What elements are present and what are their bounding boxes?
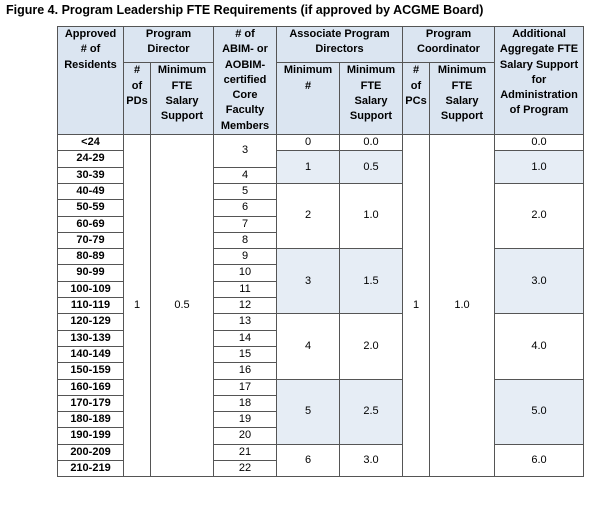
core-faculty-cell: 11 [214,281,277,297]
header-pd-count [124,63,151,135]
core-faculty-cell: 13 [214,314,277,330]
residents-cell: 200-209 [58,444,124,460]
header-line: # [133,64,141,77]
core-faculty-cell: 12 [214,298,277,314]
header-line: of [131,79,143,92]
apd-fte-cell: 1.5 [340,249,403,314]
header-line: Program [145,28,192,40]
header-line: Support [160,110,204,123]
header-line: Salary Support [499,58,579,71]
residents-cell: 80-89 [58,249,124,265]
core-faculty-cell: 8 [214,232,277,248]
header-line: Minimum [157,64,207,77]
header-line: Minimum [346,64,396,77]
apd-fte-cell: 0.0 [340,135,403,151]
apd-minimum-cell: 5 [277,379,340,444]
residents-cell: 100-109 [58,281,124,297]
table-row [58,135,584,151]
leadership-fte-table [57,26,584,477]
pc-fte-cell: 1.0 [430,135,495,477]
header-line: of [410,79,422,92]
apd-fte-cell: 2.0 [340,314,403,379]
header-line: certified [223,73,267,86]
header-line: # [412,64,420,77]
header-line: Support [349,110,393,123]
residents-cell: 130-139 [58,330,124,346]
additional-fte-cell: 1.0 [495,151,584,184]
core-faculty-cell: 19 [214,412,277,428]
header-approved-residents [58,27,124,135]
header-line: Salary [354,95,388,107]
apd-fte-cell: 3.0 [340,444,403,477]
additional-fte-cell: 5.0 [495,379,584,444]
apd-minimum-cell: 1 [277,151,340,184]
core-faculty-cell: 18 [214,395,277,411]
residents-cell: 160-169 [58,379,124,395]
header-program-director [124,27,214,63]
residents-cell: 24-29 [58,151,124,167]
pd-fte-cell: 0.5 [151,135,214,477]
pd-count-cell: 1 [124,135,151,477]
core-faculty-cell: 15 [214,346,277,362]
header-apd-minimum [277,63,340,135]
header-line: ABIM- or [222,43,268,56]
header-pd-fte [151,63,214,135]
additional-fte-cell: 6.0 [495,444,584,477]
core-faculty-cell: 4 [214,167,277,183]
residents-cell: 150-159 [58,363,124,379]
apd-minimum-cell: 2 [277,183,340,248]
residents-cell: 190-199 [58,428,124,444]
header-line: # of [80,43,101,56]
additional-fte-cell: 0.0 [495,135,584,151]
core-faculty-cell: 16 [214,363,277,379]
header-line: Aggregate FTE [499,43,579,56]
header-apd-fte [340,63,403,135]
apd-fte-cell: 1.0 [340,183,403,248]
header-line: for [531,73,547,86]
figure-title: Figure 4. Program Leadership FTE Requirements (if approved by ACGME Board) [6,3,484,17]
apd-fte-cell: 2.5 [340,379,403,444]
header-line: Residents [64,58,117,71]
header-additional-fte [495,27,584,135]
apd-minimum-cell: 4 [277,314,340,379]
core-faculty-cell: 9 [214,249,277,265]
header-line: PCs [405,95,427,107]
header-line: Support [440,110,484,123]
core-faculty-cell: 7 [214,216,277,232]
header-line: Salary [165,95,199,107]
apd-minimum-cell: 6 [277,444,340,477]
core-faculty-cell: 14 [214,330,277,346]
apd-fte-cell: 0.5 [340,151,403,184]
residents-cell: 140-149 [58,346,124,362]
residents-cell: 180-189 [58,412,124,428]
pc-count-cell: 1 [403,135,430,477]
header-line: Minimum [283,64,333,77]
residents-cell: 60-69 [58,216,124,232]
header-line: AOBIM- [224,58,266,71]
residents-cell: 110-119 [58,298,124,314]
header-line: Core [232,89,258,102]
header-pc-count [403,63,430,135]
header-line: Members [220,119,270,132]
residents-cell: 90-99 [58,265,124,281]
residents-cell: <24 [58,135,124,151]
header-line: Approved [64,28,117,40]
header-line: Program [425,28,472,40]
header-line: Minimum [437,64,487,77]
residents-cell: 70-79 [58,232,124,248]
header-line: # of [235,28,255,40]
header-line: Director [147,43,190,56]
core-faculty-cell: 6 [214,200,277,216]
header-program-coordinator [403,27,495,63]
header-line: Additional [512,28,566,40]
header-pc-fte [430,63,495,135]
header-line: FTE [360,79,382,92]
core-faculty-cell: 21 [214,444,277,460]
core-faculty-cell: 10 [214,265,277,281]
header-line: Faculty [225,104,265,117]
header-line: Directors [315,43,364,56]
header-line: of Program [509,104,569,117]
additional-fte-cell: 4.0 [495,314,584,379]
core-faculty-cell: 17 [214,379,277,395]
header-line: Salary [445,95,479,107]
additional-fte-cell: 3.0 [495,249,584,314]
header-associate-program-directors [277,27,403,63]
additional-fte-cell: 2.0 [495,183,584,248]
header-line: Associate Program [289,28,390,40]
apd-minimum-cell: 0 [277,135,340,151]
header-line: FTE [171,79,193,92]
residents-cell: 50-59 [58,200,124,216]
core-faculty-cell: 22 [214,461,277,477]
apd-minimum-cell: 3 [277,249,340,314]
core-faculty-cell: 5 [214,183,277,199]
header-core-faculty [214,27,277,135]
residents-cell: 120-129 [58,314,124,330]
header-line: PDs [126,95,148,107]
core-faculty-cell: 3 [214,135,277,168]
header-line: Administration [500,89,578,102]
header-line: FTE [451,79,473,92]
header-line: Coordinator [417,43,480,56]
residents-cell: 30-39 [58,167,124,183]
header-line: # [304,79,312,92]
residents-cell: 210-219 [58,461,124,477]
residents-cell: 40-49 [58,183,124,199]
core-faculty-cell: 20 [214,428,277,444]
residents-cell: 170-179 [58,395,124,411]
